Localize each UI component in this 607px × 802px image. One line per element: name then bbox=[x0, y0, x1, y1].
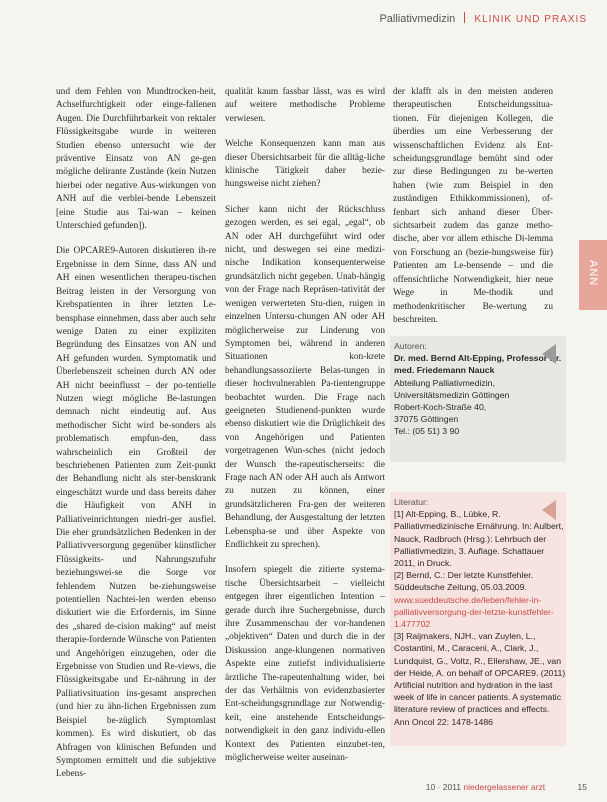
category-label: Palliativmedizin bbox=[379, 13, 456, 25]
literature-box bbox=[390, 492, 566, 746]
text-column-3 bbox=[393, 86, 553, 339]
literature-item: [1] Alt-Epping, B., Lübke, R. Palliativmedizinische Ernährung. In: Aulbert, Nauck, Radbruch (Hrsg.): Lehrbuch der Palliativmedizin, 3. Auflage. Schattauer 2011, in Druck. bbox=[394, 509, 564, 569]
paragraph: Insofern spiegelt die zitierte systema-tische Übersichtsarbeit – vielleicht entgegen ihrer eigentlichen Intention – gerade durch ihre Suchergebnisse, durch ihre Zusammenschau der vor-handenen „objektiven“ Daten und durch die in der Diskussion ange-klungenen normativen Aspekte eine zutiefst individualisierte ärztliche The-rapeutenhaltung wider, bei der das Verhältnis von evidenzbasierter Ent-scheidungsgrundlage zur Notwendig-keit, eine anstehende Entscheidungs-notwendigkeit in den ganz individu-ellen Kontext des Patienten einzubet-ten, möglicherweise weiter auseinan- bbox=[225, 565, 385, 764]
issue-label: 10 · 2011 bbox=[425, 782, 462, 792]
triangle-marker-icon bbox=[542, 344, 556, 364]
authors-names: Dr. med. Bernd Alt-Epping, Professor Dr. med. Friedemann Nauck bbox=[394, 353, 562, 376]
literature-heading: Literatur: bbox=[394, 497, 429, 507]
magazine-name: niedergelassener arzt bbox=[463, 782, 546, 792]
paragraph: Die OPCARE9-Autoren diskutieren ih-re Ergebnisse in dem Sinne, dass AN und AH einen wesentlichen therapeu-tischen Beitrag leisten in der Versorgung von Krebspatienten in ihrer letzten Le-bensphase einnehmen, dass aber auch sehr wenige Daten zu einer expliziten Begründung des Einsatzes von AN und AH gefunden wurden. Symptomatik und Überlebenszeit scheinen durch AN oder AH nicht beeinflusst – der po-tentielle Nutzen wiegt mögliche Be-lastungen demnach nicht eindeutig auf. Aus methodischer Sicht wird be-sonders als problematisch empfun-den, dass wahrscheinlich ein Großteil der beschriebenen Patienten zum Zeit-punkt der Behandlung nicht als ster-benskrank eingeschätzt wurde und dass bereits daher die Häufigkeit von ANH in Palliativeinrichtungen niedri-ger ausfiel. Die eher grundsätzlichen Bedenken in der Palliativversorgung gegenüber künstlicher Flüssigkeits- und Nahrungszufuhr beziehungswei-se die Sorge vor fehlendem Nutzen be-ziehungsweise potentiellen Nachtei-len werden ebenso diskutiert wie die Erfordernis, im Sinne des „shared de-cision making“ auf meist therapie-fordernde Wünsche von Patienten und Angehörigen einzugehen, oder die Ergebnisse von Studien und Re-views, die Flüssigkeitsgabe und Er-nährung in der Palliativsituation ins-gesamt ansprechen (und hier zu ähn-lichen Ergebnissen zum Beispiel be-züglich Symptomlast kommen). Es wird diskutiert, ob das Abfragen von klinischen Befunden und Symptomen ermittelt und die subjektive Lebens- bbox=[56, 246, 216, 780]
paragraph: der klafft als in den meisten anderen therapeutischen Entscheidungssitua-tionen. Für diejenigen Kollegen, die überdies um eine Verbesserung der wissenschaftlichen Evidenz als Ent-scheidungsgrundlage bemüht sind oder zur diese Bedingungen zu be-werten haben (wie zum Beispiel in den zuständigen Ethikkommissionen), of-fenbart sich anhand dieser Über-sichtsarbeit zudem das ganze metho-dische, aber vor allem ethische Di-lemma von Forschung an (bezie-hungsweise für) Patienten am Le-bensende – und die offensichtliche Notwendigkeit, hier neue Wege in Me-thodik und methodenkritischer Be-wertung zu beschreiten. bbox=[393, 87, 553, 325]
page-header bbox=[379, 12, 587, 25]
paragraph: qualität kaum fassbar lässt, was es wird auf weitere methodische Probleme verwiesen. bbox=[225, 87, 385, 124]
paragraph: Sicher kann nicht der Rückschluss gezogen werden, es sei egal, „egal“, ob AN oder AH durchgeführt wird oder nicht, und deswegen sei eine medizi-nische Indikation konsequenterweise grundsätzlich nicht gegeben. Unab-hängig von der Frage nach Repräsen-tativität der wenigen verwerteten Stu-dien, ruigen in einzelnen Untersu-chungen AN oder AH möglicherweise zur Linderung von Symptomen bei, während in anderen Situationen kon-krete behandlungsassoziierte Belas-tungen in dieser hochvulnerablen Pa-tientengruppe beobachtet wurden. Die Frage nach geeigneten Studienend-punkten wurde ebenso diskutiert wie die Drüglichkeit des von Angehörigen und Patienten vorgetragenen Wun-sches (nicht jedoch der Wunsch the-rapeutischerseits: die Frage nach AN oder AH auch als Antwort zu nutzen zu können, einer grundsätzlicheren Fra-gen der weiteren Behandlung, der Ausgestaltung der letzten Lebenspha-se und über Aspekte von Endlichkeit zu sprechen). bbox=[225, 204, 385, 550]
address-line: Robert-Koch-Straße 40, bbox=[394, 402, 487, 413]
address-line: 37075 Göttingen bbox=[394, 414, 459, 425]
address-line: Universitätsmedizin Göttingen bbox=[394, 389, 510, 400]
page-footer bbox=[426, 782, 587, 792]
page-number: 15 bbox=[577, 782, 587, 792]
text-column-1 bbox=[56, 86, 216, 794]
authors-heading: Autoren: bbox=[394, 341, 427, 351]
address-line: Abteilung Palliativmedizin, bbox=[394, 377, 495, 388]
text-column-2 bbox=[225, 86, 385, 778]
paragraph: Welche Konsequenzen kann man aus dieser Übersichtsarbeit für die alltäg-liche klinische Tätigkeit daher bezie-hungsweise nicht ziehen? bbox=[225, 139, 385, 190]
side-tab-label: ANN bbox=[587, 260, 599, 287]
literature-link[interactable]: www.sueddeutsche.de/leben/fehler-in-palliativversorgung-der-letzte-kunstfehler-1.477702 bbox=[394, 594, 554, 630]
header-divider bbox=[464, 12, 465, 23]
literature-item: [3] Raijmakers, NJH., van Zuylen, L., Costantini, M., Caraceni, A., Clark, J., Lundquist, G., Voltz, R., Ellershaw, JE., van der Heide, A. on behalf of OPCARE9. (2011) Artificial nutrition and hydration in the last week of life in cancer patients. A systematic literature review of practices and effects. Ann Oncol 22: 1478-1486 bbox=[394, 631, 566, 727]
triangle-marker-icon bbox=[542, 500, 556, 520]
section-label: KLINIK UND PRAXIS bbox=[474, 14, 587, 25]
side-tab bbox=[579, 240, 607, 310]
authors-box bbox=[390, 336, 566, 462]
paragraph: und dem Fehlen von Mundtrocken-heit, Achselfurchtigkeit oder einge-fallenen Augen. Die Durchführbarkeit von rektaler Flüssigkeitsgabe wurde in weiteren Studien ebenso untersucht wie der präventive Einsatz von AN ge-gen mögliche delirante Zustände (kein Nutzen hierbei oder negative Aus-wirkungen von ANH auf die verblei-bende Lebenszeit [eine Studie aus Tai-wan – keinen Unterschied gefunden]). bbox=[56, 87, 216, 232]
literature-item: [2] Bernd, C.: Der letzte Kunstfehler. Süddeutsche Zeitung, 05.03.2009. bbox=[394, 570, 534, 593]
address-line: Tel.: (05 51) 3 90 bbox=[394, 426, 460, 437]
